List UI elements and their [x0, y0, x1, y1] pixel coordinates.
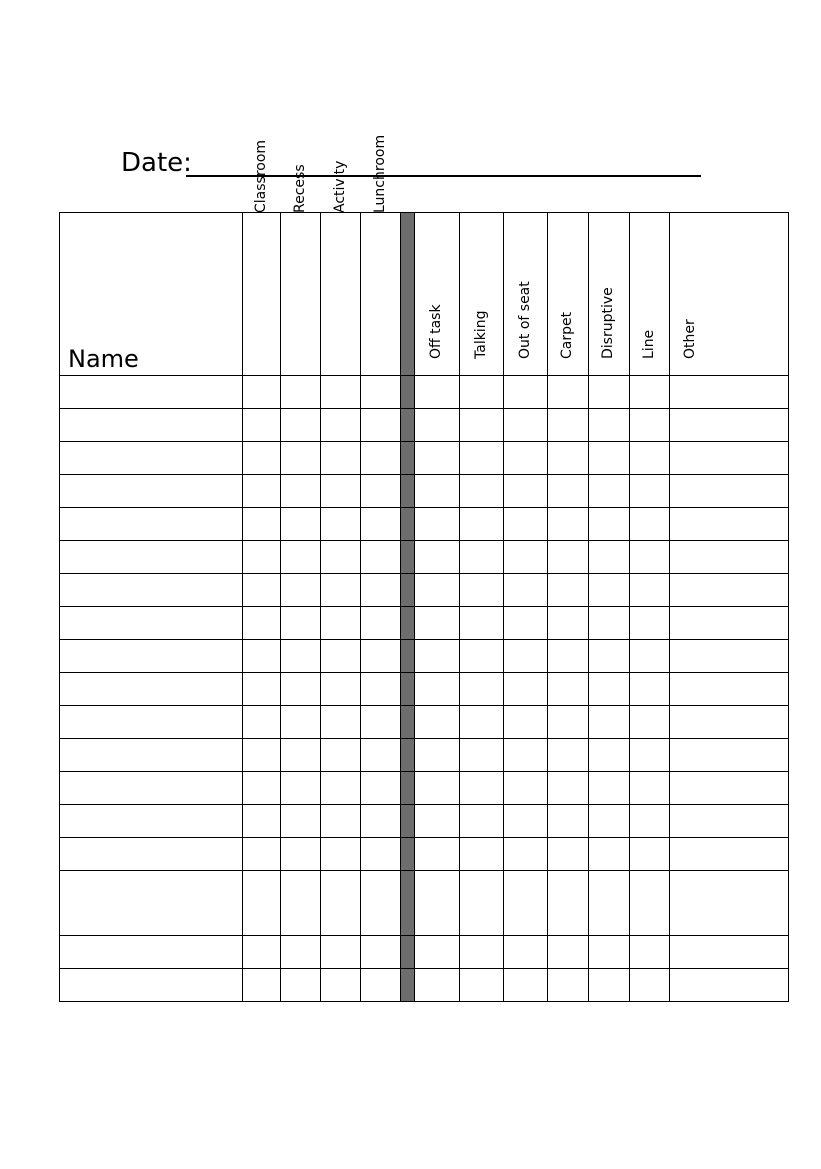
tally-cell[interactable]: [630, 574, 670, 607]
table-body: [60, 376, 789, 1002]
column-divider: [401, 213, 415, 376]
column-divider-cell: [401, 871, 415, 936]
tally-cell[interactable]: [630, 475, 670, 508]
tally-cell[interactable]: [460, 673, 504, 706]
name-cell[interactable]: [60, 805, 243, 838]
tally-cell[interactable]: [281, 574, 321, 607]
tally-cell[interactable]: [321, 772, 361, 805]
column-label-other: Other: [682, 319, 698, 359]
tally-cell[interactable]: [415, 607, 460, 640]
tally-cell[interactable]: [548, 805, 589, 838]
tally-cell[interactable]: [460, 409, 504, 442]
column-label-carpet: Carpet: [559, 311, 575, 359]
tally-cell[interactable]: [548, 541, 589, 574]
column-divider-cell: [401, 508, 415, 541]
table-row: [60, 936, 789, 969]
tally-cell[interactable]: [415, 376, 460, 409]
tally-cell[interactable]: [321, 607, 361, 640]
tally-cell[interactable]: [415, 673, 460, 706]
tally-cell[interactable]: [504, 409, 548, 442]
tally-cell[interactable]: [281, 673, 321, 706]
tally-cell[interactable]: [630, 376, 670, 409]
tally-cell[interactable]: [504, 706, 548, 739]
tally-cell[interactable]: [243, 871, 281, 936]
column-label-disruptive: Disruptive: [600, 287, 616, 359]
table-row: [60, 376, 789, 409]
tally-cell[interactable]: [504, 969, 548, 1002]
column-divider-cell: [401, 739, 415, 772]
tally-cell[interactable]: [361, 805, 401, 838]
tally-cell[interactable]: [548, 640, 589, 673]
column-divider-cell: [401, 838, 415, 871]
column-header-disruptive: [589, 213, 630, 376]
tally-cell[interactable]: [589, 376, 630, 409]
header-row: [60, 213, 789, 376]
tally-cell[interactable]: [504, 805, 548, 838]
tally-cell[interactable]: [281, 772, 321, 805]
tally-cell[interactable]: [243, 376, 281, 409]
column-divider-cell: [401, 673, 415, 706]
name-cell[interactable]: [60, 673, 243, 706]
tally-cell[interactable]: [321, 805, 361, 838]
tally-cell[interactable]: [670, 739, 789, 772]
tally-cell[interactable]: [548, 871, 589, 936]
tally-cell[interactable]: [361, 607, 401, 640]
column-divider-cell: [401, 574, 415, 607]
tally-cell[interactable]: [321, 409, 361, 442]
tally-cell[interactable]: [243, 805, 281, 838]
tally-cell[interactable]: [589, 442, 630, 475]
tally-cell[interactable]: [243, 838, 281, 871]
date-label: Date:: [121, 148, 192, 178]
column-header-recess: [281, 164, 321, 376]
tally-cell[interactable]: [589, 607, 630, 640]
tally-cell[interactable]: [361, 574, 401, 607]
tally-cell[interactable]: [589, 475, 630, 508]
tally-cell[interactable]: [460, 475, 504, 508]
tally-cell[interactable]: [361, 475, 401, 508]
name-cell[interactable]: [60, 871, 243, 936]
column-header-out-of-seat: [504, 213, 548, 376]
tally-cell[interactable]: [548, 508, 589, 541]
tally-cell[interactable]: [630, 805, 670, 838]
table-row: [60, 475, 789, 508]
tally-cell[interactable]: [281, 508, 321, 541]
tally-cell[interactable]: [361, 673, 401, 706]
tally-cell[interactable]: [589, 541, 630, 574]
column-label-lunchroom: Lunchroom: [371, 134, 388, 213]
tally-cell[interactable]: [361, 541, 401, 574]
tally-cell[interactable]: [281, 805, 321, 838]
column-label-classroom: Classroom: [252, 139, 269, 213]
tally-cell[interactable]: [630, 673, 670, 706]
tally-cell[interactable]: [243, 706, 281, 739]
tally-cell[interactable]: [321, 508, 361, 541]
name-cell[interactable]: [60, 508, 243, 541]
tally-cell[interactable]: [670, 706, 789, 739]
table-row: [60, 772, 789, 805]
table-row: [60, 574, 789, 607]
column-header-off-task: [415, 213, 460, 376]
tally-cell[interactable]: [460, 838, 504, 871]
name-cell[interactable]: [60, 838, 243, 871]
tally-cell[interactable]: [243, 442, 281, 475]
tally-cell[interactable]: [630, 607, 670, 640]
tally-cell[interactable]: [548, 772, 589, 805]
tally-cell[interactable]: [243, 739, 281, 772]
tally-cell[interactable]: [670, 376, 789, 409]
tally-cell[interactable]: [630, 442, 670, 475]
tally-cell[interactable]: [630, 508, 670, 541]
tally-cell[interactable]: [670, 871, 789, 936]
tally-cell[interactable]: [589, 936, 630, 969]
tally-cell[interactable]: [321, 475, 361, 508]
tally-cell[interactable]: [361, 706, 401, 739]
tally-cell[interactable]: [415, 574, 460, 607]
tally-cell[interactable]: [589, 739, 630, 772]
tally-cell[interactable]: [281, 475, 321, 508]
tally-cell[interactable]: [281, 706, 321, 739]
column-divider-cell: [401, 706, 415, 739]
name-cell[interactable]: [60, 607, 243, 640]
tally-cell[interactable]: [504, 673, 548, 706]
tally-cell[interactable]: [321, 376, 361, 409]
tally-cell[interactable]: [504, 838, 548, 871]
tally-cell[interactable]: [670, 969, 789, 1002]
tally-cell[interactable]: [415, 739, 460, 772]
column-label-activity: Activity: [331, 160, 348, 213]
tally-cell[interactable]: [548, 475, 589, 508]
tally-cell[interactable]: [243, 772, 281, 805]
tally-cell[interactable]: [460, 871, 504, 936]
tally-cell[interactable]: [589, 706, 630, 739]
column-divider-cell: [401, 772, 415, 805]
tally-cell[interactable]: [548, 409, 589, 442]
column-header-classroom: [243, 139, 281, 376]
tally-cell[interactable]: [281, 969, 321, 1002]
tally-cell[interactable]: [460, 969, 504, 1002]
column-divider-cell: [401, 442, 415, 475]
tally-cell[interactable]: [670, 574, 789, 607]
tally-cell[interactable]: [361, 969, 401, 1002]
name-cell[interactable]: [60, 574, 243, 607]
tally-cell[interactable]: [548, 739, 589, 772]
tally-cell[interactable]: [630, 936, 670, 969]
tally-cell[interactable]: [670, 805, 789, 838]
tally-cell[interactable]: [670, 772, 789, 805]
column-divider-cell: [401, 376, 415, 409]
tally-cell[interactable]: [361, 442, 401, 475]
tally-cell[interactable]: [589, 640, 630, 673]
tally-cell[interactable]: [243, 607, 281, 640]
name-column-header: [60, 213, 243, 376]
tally-cell[interactable]: [670, 475, 789, 508]
name-cell[interactable]: [60, 969, 243, 1002]
tally-cell[interactable]: [243, 936, 281, 969]
table-row: [60, 541, 789, 574]
column-header-line: [630, 213, 670, 376]
column-divider-cell: [401, 640, 415, 673]
tally-cell[interactable]: [361, 376, 401, 409]
table-row: [60, 508, 789, 541]
tally-cell[interactable]: [630, 541, 670, 574]
tally-cell[interactable]: [415, 442, 460, 475]
column-divider-cell: [401, 409, 415, 442]
tally-cell[interactable]: [630, 969, 670, 1002]
table-row: [60, 442, 789, 475]
tally-cell[interactable]: [460, 805, 504, 838]
table-row: [60, 409, 789, 442]
tally-cell[interactable]: [361, 739, 401, 772]
column-label-recess: Recess: [291, 164, 308, 213]
name-cell[interactable]: [60, 475, 243, 508]
name-cell[interactable]: [60, 772, 243, 805]
table-row: [60, 673, 789, 706]
tally-cell[interactable]: [243, 508, 281, 541]
name-cell[interactable]: [60, 541, 243, 574]
tally-cell[interactable]: [281, 442, 321, 475]
tally-cell[interactable]: [361, 936, 401, 969]
name-cell[interactable]: [60, 936, 243, 969]
tally-cell[interactable]: [321, 574, 361, 607]
tally-cell[interactable]: [589, 772, 630, 805]
table-row: [60, 805, 789, 838]
tally-cell[interactable]: [589, 508, 630, 541]
tally-cell[interactable]: [670, 409, 789, 442]
tally-cell[interactable]: [415, 936, 460, 969]
table-row: [60, 871, 789, 936]
tally-cell[interactable]: [504, 936, 548, 969]
tally-cell[interactable]: [243, 673, 281, 706]
tally-cell[interactable]: [548, 936, 589, 969]
tally-cell[interactable]: [460, 574, 504, 607]
tally-cell[interactable]: [415, 640, 460, 673]
tally-cell[interactable]: [589, 673, 630, 706]
tally-cell[interactable]: [281, 607, 321, 640]
tally-cell[interactable]: [670, 541, 789, 574]
tally-cell[interactable]: [415, 475, 460, 508]
tally-cell[interactable]: [630, 640, 670, 673]
tally-cell[interactable]: [670, 442, 789, 475]
tally-cell[interactable]: [415, 805, 460, 838]
tally-cell[interactable]: [281, 838, 321, 871]
name-cell[interactable]: [60, 739, 243, 772]
column-divider-cell: [401, 805, 415, 838]
tally-cell[interactable]: [361, 838, 401, 871]
tally-cell[interactable]: [504, 574, 548, 607]
tally-cell[interactable]: [415, 969, 460, 1002]
column-label-line: Line: [640, 329, 657, 359]
tally-cell[interactable]: [460, 376, 504, 409]
tally-cell[interactable]: [548, 969, 589, 1002]
tally-cell[interactable]: [548, 673, 589, 706]
name-cell[interactable]: [60, 442, 243, 475]
tally-cell[interactable]: [321, 969, 361, 1002]
tally-cell[interactable]: [504, 475, 548, 508]
column-header-carpet: [548, 213, 589, 376]
tally-cell[interactable]: [548, 607, 589, 640]
tally-cell[interactable]: [460, 607, 504, 640]
tally-cell[interactable]: [460, 442, 504, 475]
tally-cell[interactable]: [321, 871, 361, 936]
table-row: [60, 607, 789, 640]
tally-cell[interactable]: [589, 969, 630, 1002]
column-divider-cell: [401, 969, 415, 1002]
tally-cell[interactable]: [630, 409, 670, 442]
tally-cell[interactable]: [504, 607, 548, 640]
tally-cell[interactable]: [361, 508, 401, 541]
name-cell[interactable]: [60, 376, 243, 409]
tally-cell[interactable]: [243, 969, 281, 1002]
tally-cell[interactable]: [281, 739, 321, 772]
tally-cell[interactable]: [630, 739, 670, 772]
column-header-lunchroom: [361, 134, 401, 376]
name-cell[interactable]: [60, 409, 243, 442]
tally-cell[interactable]: [243, 409, 281, 442]
tally-cell[interactable]: [415, 838, 460, 871]
tally-cell[interactable]: [460, 772, 504, 805]
column-label-off-task: Off task: [428, 304, 444, 359]
tally-cell[interactable]: [548, 376, 589, 409]
table-row: [60, 969, 789, 1002]
tally-cell[interactable]: [589, 805, 630, 838]
tally-cell[interactable]: [589, 574, 630, 607]
tally-cell[interactable]: [243, 541, 281, 574]
tally-cell[interactable]: [415, 508, 460, 541]
table-row: [60, 739, 789, 772]
tally-cell[interactable]: [630, 772, 670, 805]
tally-cell[interactable]: [630, 838, 670, 871]
tally-cell[interactable]: [321, 706, 361, 739]
tally-cell[interactable]: [670, 508, 789, 541]
tally-cell[interactable]: [504, 541, 548, 574]
column-label-talking: Talking: [472, 310, 489, 359]
tally-cell[interactable]: [670, 673, 789, 706]
tally-cell[interactable]: [321, 838, 361, 871]
column-divider-cell: [401, 936, 415, 969]
tally-cell[interactable]: [589, 871, 630, 936]
tally-cell[interactable]: [415, 772, 460, 805]
tally-cell[interactable]: [548, 574, 589, 607]
name-cell[interactable]: [60, 706, 243, 739]
tally-cell[interactable]: [504, 739, 548, 772]
tally-cell[interactable]: [670, 607, 789, 640]
tally-cell[interactable]: [548, 442, 589, 475]
tally-cell[interactable]: [504, 508, 548, 541]
tally-cell[interactable]: [589, 838, 630, 871]
tally-cell[interactable]: [243, 574, 281, 607]
tally-cell[interactable]: [460, 936, 504, 969]
tally-cell[interactable]: [504, 772, 548, 805]
column-divider-cell: [401, 541, 415, 574]
tally-cell[interactable]: [504, 376, 548, 409]
tally-cell[interactable]: [630, 706, 670, 739]
tally-cell[interactable]: [504, 871, 548, 936]
tally-cell[interactable]: [460, 508, 504, 541]
name-header-label: Name: [68, 345, 139, 373]
tally-cell[interactable]: [548, 838, 589, 871]
name-cell[interactable]: [60, 640, 243, 673]
tally-cell[interactable]: [281, 640, 321, 673]
tally-cell[interactable]: [460, 640, 504, 673]
column-divider-cell: [401, 475, 415, 508]
tally-cell[interactable]: [415, 706, 460, 739]
column-header-talking: [460, 213, 504, 376]
table-row: [60, 640, 789, 673]
tally-cell[interactable]: [670, 936, 789, 969]
column-divider-cell: [401, 607, 415, 640]
tally-cell[interactable]: [670, 640, 789, 673]
tally-cell[interactable]: [243, 475, 281, 508]
table-row: [60, 706, 789, 739]
tally-cell[interactable]: [460, 541, 504, 574]
tally-cell[interactable]: [630, 871, 670, 936]
table-row: [60, 838, 789, 871]
tally-cell[interactable]: [281, 541, 321, 574]
tally-cell[interactable]: [589, 409, 630, 442]
tally-cell[interactable]: [321, 442, 361, 475]
tally-cell[interactable]: [321, 640, 361, 673]
tally-cell[interactable]: [415, 409, 460, 442]
tally-cell[interactable]: [361, 409, 401, 442]
tally-cell[interactable]: [243, 640, 281, 673]
tally-cell[interactable]: [548, 706, 589, 739]
tally-cell[interactable]: [281, 871, 321, 936]
tally-cell[interactable]: [281, 376, 321, 409]
tally-cell[interactable]: [361, 640, 401, 673]
column-label-out-of-seat: Out of seat: [516, 281, 533, 359]
tally-cell[interactable]: [415, 541, 460, 574]
tally-cell[interactable]: [415, 871, 460, 936]
tally-cell[interactable]: [321, 541, 361, 574]
tally-cell[interactable]: [504, 442, 548, 475]
tally-cell[interactable]: [321, 936, 361, 969]
column-header-activity: [321, 160, 361, 376]
tally-cell[interactable]: [361, 871, 401, 936]
tally-cell[interactable]: [361, 772, 401, 805]
tally-cell[interactable]: [281, 936, 321, 969]
tally-cell[interactable]: [321, 739, 361, 772]
tally-cell[interactable]: [504, 640, 548, 673]
tally-cell[interactable]: [460, 706, 504, 739]
tally-cell[interactable]: [460, 739, 504, 772]
tally-cell[interactable]: [321, 673, 361, 706]
tally-cell[interactable]: [281, 409, 321, 442]
tally-cell[interactable]: [670, 838, 789, 871]
column-header-other: [670, 213, 789, 376]
